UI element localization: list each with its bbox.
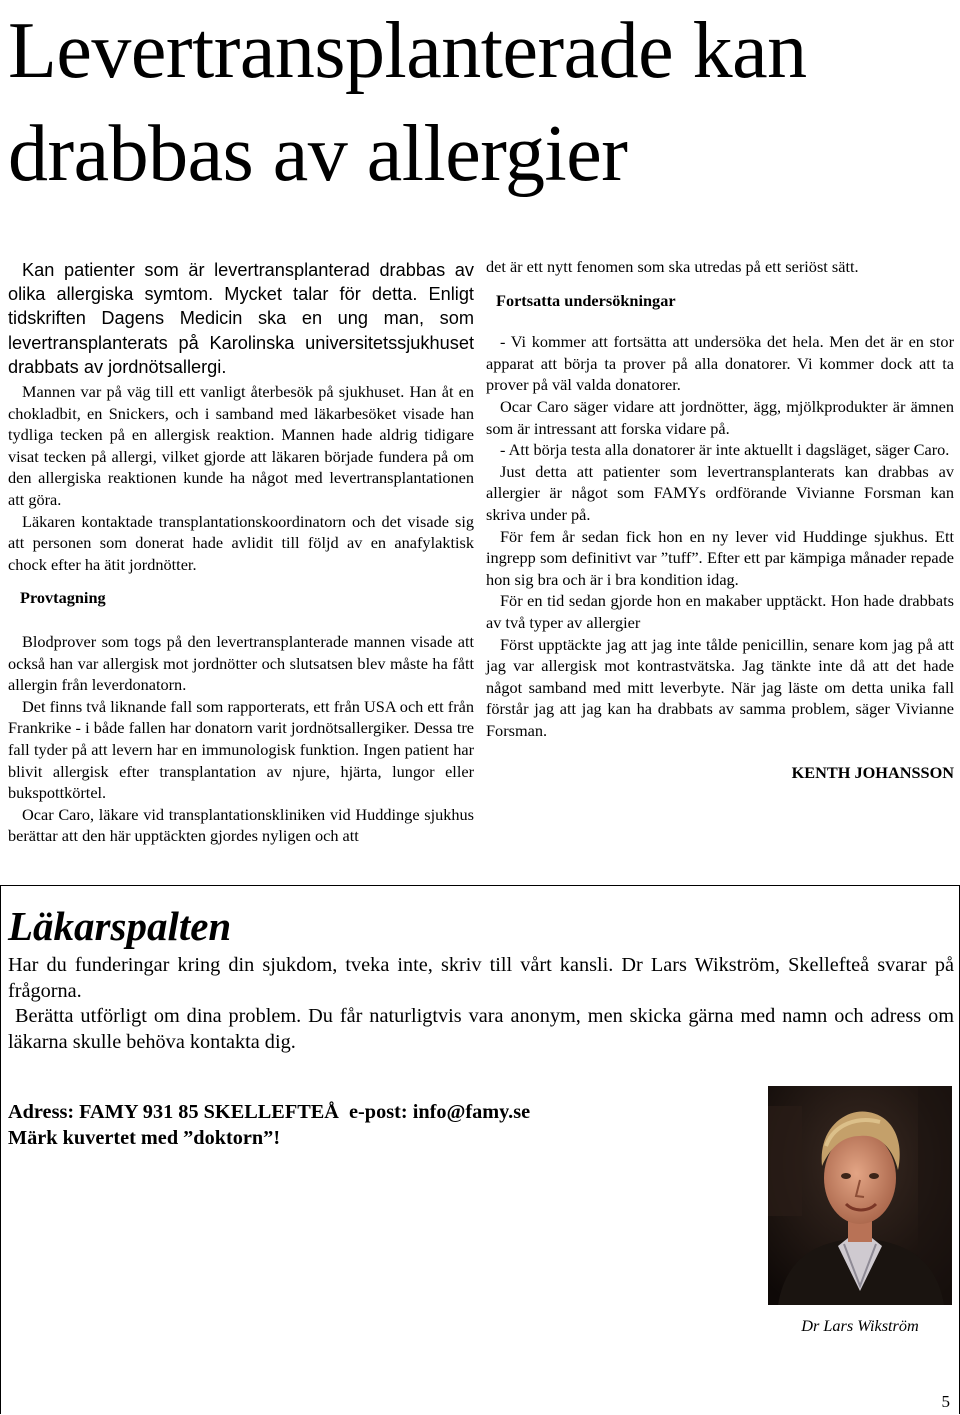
article-right-column: [486, 256, 954, 784]
page-number: 5: [941, 1392, 950, 1411]
byline: KENTH JOHANSSON: [791, 763, 954, 783]
lakarspalten-title: Läkarspalten: [8, 903, 232, 949]
body-paragraph: Ocar Caro säger vidare att jordnötter, ägg, mjölkprodukter är ämnen som är intressant att forska vidare på.: [486, 396, 954, 438]
subheading-provtagning: Provtagning: [20, 588, 106, 608]
body-paragraph: Läkaren kontaktade transplantationskoordinatorn och det visade sig att personen som donerat hade avlidit till följd av en anafylaktisk chock efter ha ätit jordnötter.: [8, 511, 474, 574]
body-paragraph: Just detta att patienter som levertransplanterats kan drabbas av allergier är något som FAMYs ordförande Vivianne Forsman kan skriva under på.: [486, 461, 954, 524]
article-left-column: [8, 258, 474, 847]
lakarspalten-paragraph: Berätta utförligt om dina problem. Du får naturligtvis vara anonym, men skicka gärna med namn och adress om läkarna skulle behöva kontakta dig.: [8, 1005, 960, 1053]
body-paragraph: - Vi kommer att fortsätta att undersöka det hela. Men det är en stor apparat att börja ta prover på alla donatorer. Vi kommer dock att ta prover på väl valda donatorer.: [486, 332, 954, 395]
body-paragraph: Mannen var på väg till ett vanligt återbesök på sjukhuset. Han åt en chokladbit, en Snickers, och i samband med läkarbesöket visade han tydliga tecken på en allergisk reaktion. Mannen hade aldrig tidigare visat tecken på allergi, vilket gjorde att läkaren började fundera på om den allergiska reaktionen kunde ha något med levertransplantationen att göra.: [8, 382, 474, 509]
body-paragraph: det är ett nytt fenomen som ska utredas på ett seriöst sätt.: [486, 257, 859, 276]
postal-address: Adress: FAMY 931 85 SKELLEFTEÅ e-post: info@famy.se: [8, 1101, 531, 1123]
body-paragraph: - Att börja testa alla donatorer är inte aktuellt i dagsläget, säger Caro.: [500, 440, 950, 460]
body-paragraph: Först upptäckte jag att jag inte tålde penicillin, senare kom jag på att jag var allergisk mot kontrastvätska. Jag tänkte inte då att det hade något samband med mitt leverbyte. När jag läste om detta unika fall förstår jag att jag kan ha drabbats av samma problem, säger Vivianne Forsman.: [486, 634, 954, 740]
doctor-photo: [768, 1086, 952, 1305]
envelope-note: Märk kuvertet med ”doktorn”!: [8, 1127, 281, 1149]
subheading-fortsatta: Fortsatta undersökningar: [496, 290, 676, 310]
lede-paragraph: Kan patienter som är levertransplanterad drabbas av olika allergiska symtom. Mycket talar för detta. Enligt tidskriften Dagens Medicin ska en ung man, som levertransplanterats på Karolinska universitetssjukhuset drabbats av jordnötsallergi.: [8, 260, 474, 377]
lakarspalten-paragraph: Har du funderingar kring din sjukdom, tveka inte, skriv till vårt kansli. Dr Lars Wikström, Skellefteå svarar på frågorna.: [8, 954, 954, 1002]
headline: Levertransplanterade kan drabbas av allergier: [8, 7, 807, 198]
body-paragraph: Blodprover som togs på den levertransplanterade mannen visade att också han var allergisk mot jordnötter och slutsatsen blev måste ha fått allergin från leverdonatorn.: [8, 631, 474, 695]
photo-caption: Dr Lars Wikström: [801, 1316, 919, 1335]
body-paragraph: Det finns två liknande fall som rapporterats, ett från USA och ett från Frankrike - i både fallen har donatorn varit jordnötsallergiker. Dessa tre fall tyder på att levern har en immunologisk funktion. Ingen patient har blivit allergisk efter transplantation av njure, hjärta, lungor eller bukspottkörtel.: [8, 696, 474, 803]
body-paragraph: Ocar Caro, läkare vid transplantationskliniken vid Huddinge sjukhus berättar att den här upptäckten gjordes nyligen och att: [8, 804, 474, 846]
lakarspalten-text: [8, 953, 960, 1055]
body-paragraph: För en tid sedan gjorde hon en makaber upptäckt. Hon hade drabbats av två typer av allergier: [486, 591, 954, 632]
body-paragraph: För fem år sedan fick hon en ny lever vid Huddinge sjukhus. Ett ingrepp som definitivt var ”tuff”. Efter ett par kämpiga månader repade hon sig bra och är i bra kondition idag.: [486, 526, 954, 589]
address-block: [8, 1099, 530, 1151]
